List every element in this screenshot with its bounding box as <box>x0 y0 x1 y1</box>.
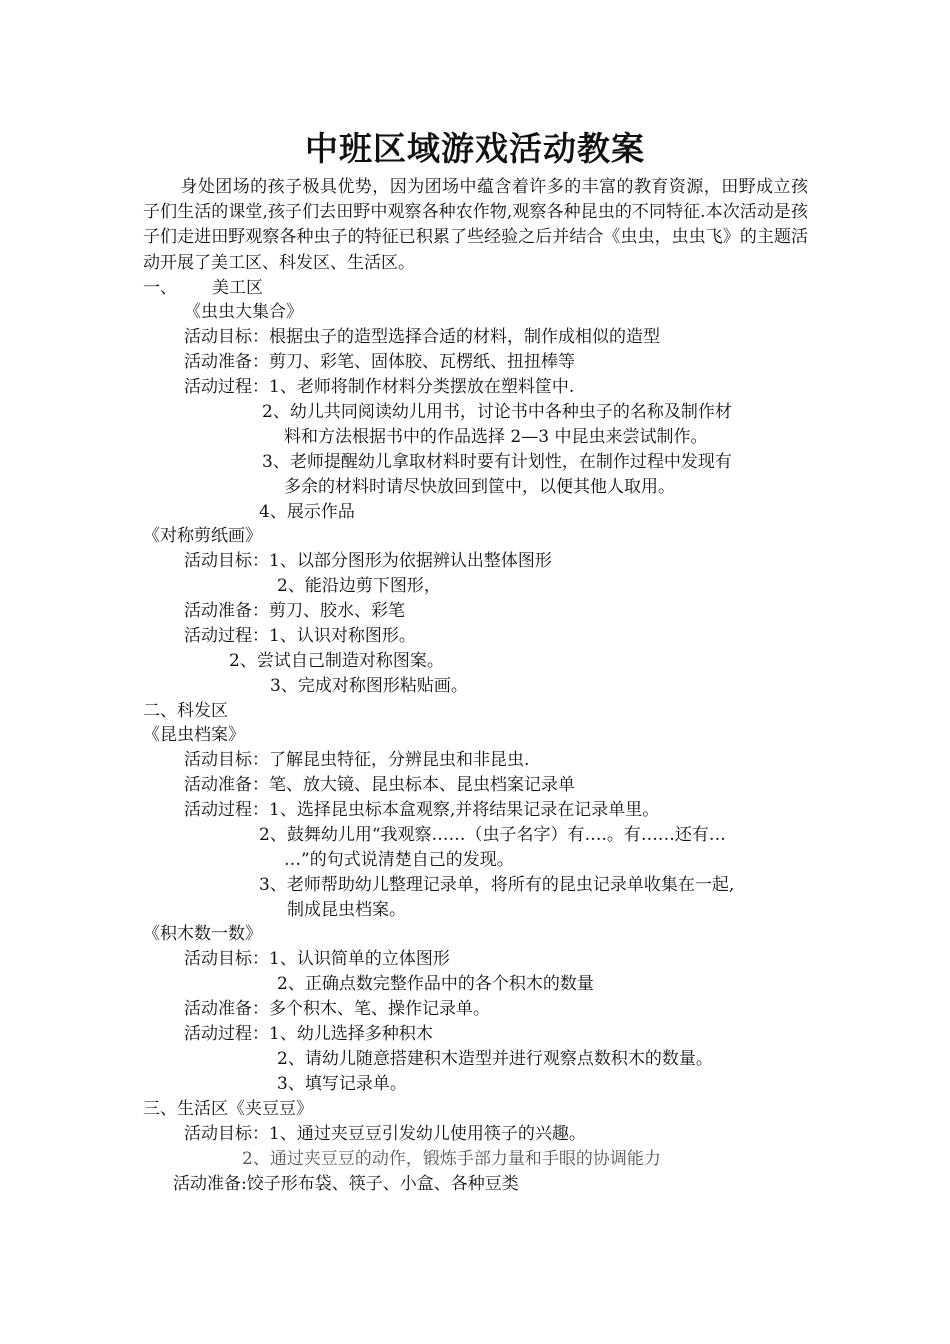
activity-process-step: 3、老师帮助幼儿整理记录单，将所有的昆虫记录单收集在一起, <box>259 875 735 895</box>
activity-process-step: 2、鼓舞幼儿用“我观察……（虫子名字）有….。有……还有… <box>259 825 726 845</box>
activity-process-step: 活动过程：1、选择昆虫标本盒观察,并将结果记录在记录单里。 <box>184 800 660 820</box>
activity-goal: 活动目标：1、以部分图形为依据辨认出整体图形 <box>184 551 552 571</box>
activity-process-step: 3、老师提醒幼儿拿取材料时要有计划性，在制作过程中发现有 <box>262 452 732 472</box>
document-title: 中班区域游戏活动教案 <box>305 129 645 168</box>
intro-paragraph: 身处团场的孩子极具优势，因为团场中蕴含着许多的丰富的教育资源，田野成立孩子们生活的课堂,孩子们去田野中观察各种农作物,观察各种昆虫的不同特征.本次活动是孩子们走进田野观察各种虫子的特征已积累了些经验之后并结合《虫虫，虫虫飞》的主题活动开展了美工区、科发区、生活区。 <box>143 177 808 273</box>
activity-goal-cont: 2、能沿边剪下图形， <box>277 576 441 596</box>
activity-process-step: 2、尝试自己制造对称图案。 <box>229 651 444 671</box>
activity-title: 《虫虫大集合》 <box>184 302 303 322</box>
activity-process-step: 活动过程：1、老师将制作材料分类摆放在塑料筐中. <box>184 377 575 397</box>
activity-goal: 活动目标：根据虫子的造型选择合适的材料，制作成相似的造型 <box>184 327 660 347</box>
activity-goal: 活动目标：了解昆虫特征，分辨昆虫和非昆虫. <box>184 750 530 770</box>
activity-goal-cont: 2、正确点数完整作品中的各个积木的数量 <box>277 974 594 994</box>
activity-process-step: 活动过程：1、认识对称图形。 <box>184 626 416 646</box>
section3-heading: 三、生活区《夹豆豆》 <box>143 1099 313 1119</box>
activity-process-step: 2、请幼儿随意搭建积木造型并进行观察点数积木的数量。 <box>277 1049 713 1069</box>
activity-process-step-cont: 多余的材料时请尽快放回到筐中，以便其他人取用。 <box>284 477 675 497</box>
activity-process-step-cont: 料和方法根据书中的作品选择 2—3 中昆虫来尝试制作。 <box>284 427 708 447</box>
activity-goal: 活动目标：1、认识简单的立体图形 <box>184 949 450 969</box>
activity-process-step: 2、幼儿共同阅读幼儿用书，讨论书中各种虫子的名称及制作材 <box>262 402 732 422</box>
section1-heading: 美工区 <box>212 278 263 298</box>
activity-goal: 活动目标：1、通过夹豆豆引发幼儿使用筷子的兴趣。 <box>184 1124 586 1144</box>
activity-process-step: 4、展示作品 <box>259 502 355 522</box>
activity-process-step-cont: 制成昆虫档案。 <box>287 900 406 920</box>
activity-process-step-cont: …”的句式说清楚自己的发现。 <box>284 850 514 870</box>
activity-prep: 活动准备：多个积木、笔、操作记录单。 <box>184 999 490 1019</box>
activity-process-step: 3、填写记录单。 <box>277 1074 407 1094</box>
activity-title: 《昆虫档案》 <box>143 725 245 745</box>
activity-prep: 活动准备：剪刀、彩笔、固体胶、瓦楞纸、扭扭棒等 <box>184 352 575 372</box>
section2-heading: 二、科发区 <box>143 701 228 721</box>
activity-title: 《积木数一数》 <box>143 924 262 944</box>
activity-prep: 活动准备：笔、放大镜、昆虫标本、昆虫档案记录单 <box>184 775 575 795</box>
activity-prep: 活动准备:饺子形布袋、筷子、小盒、各种豆类 <box>173 1174 519 1194</box>
activity-prep: 活动准备：剪刀、胶水、彩笔 <box>184 601 405 621</box>
activity-process-step: 活动过程：1、幼儿选择多种积木 <box>184 1024 433 1044</box>
activity-title: 《对称剪纸画》 <box>143 526 262 546</box>
activity-process-step: 3、完成对称图形粘贴画。 <box>270 676 468 696</box>
activity-goal-cont: 2、通过夹豆豆的动作，锻炼手部力量和手眼的协调能力 <box>242 1149 661 1169</box>
section1-number: 一、 <box>143 278 177 298</box>
